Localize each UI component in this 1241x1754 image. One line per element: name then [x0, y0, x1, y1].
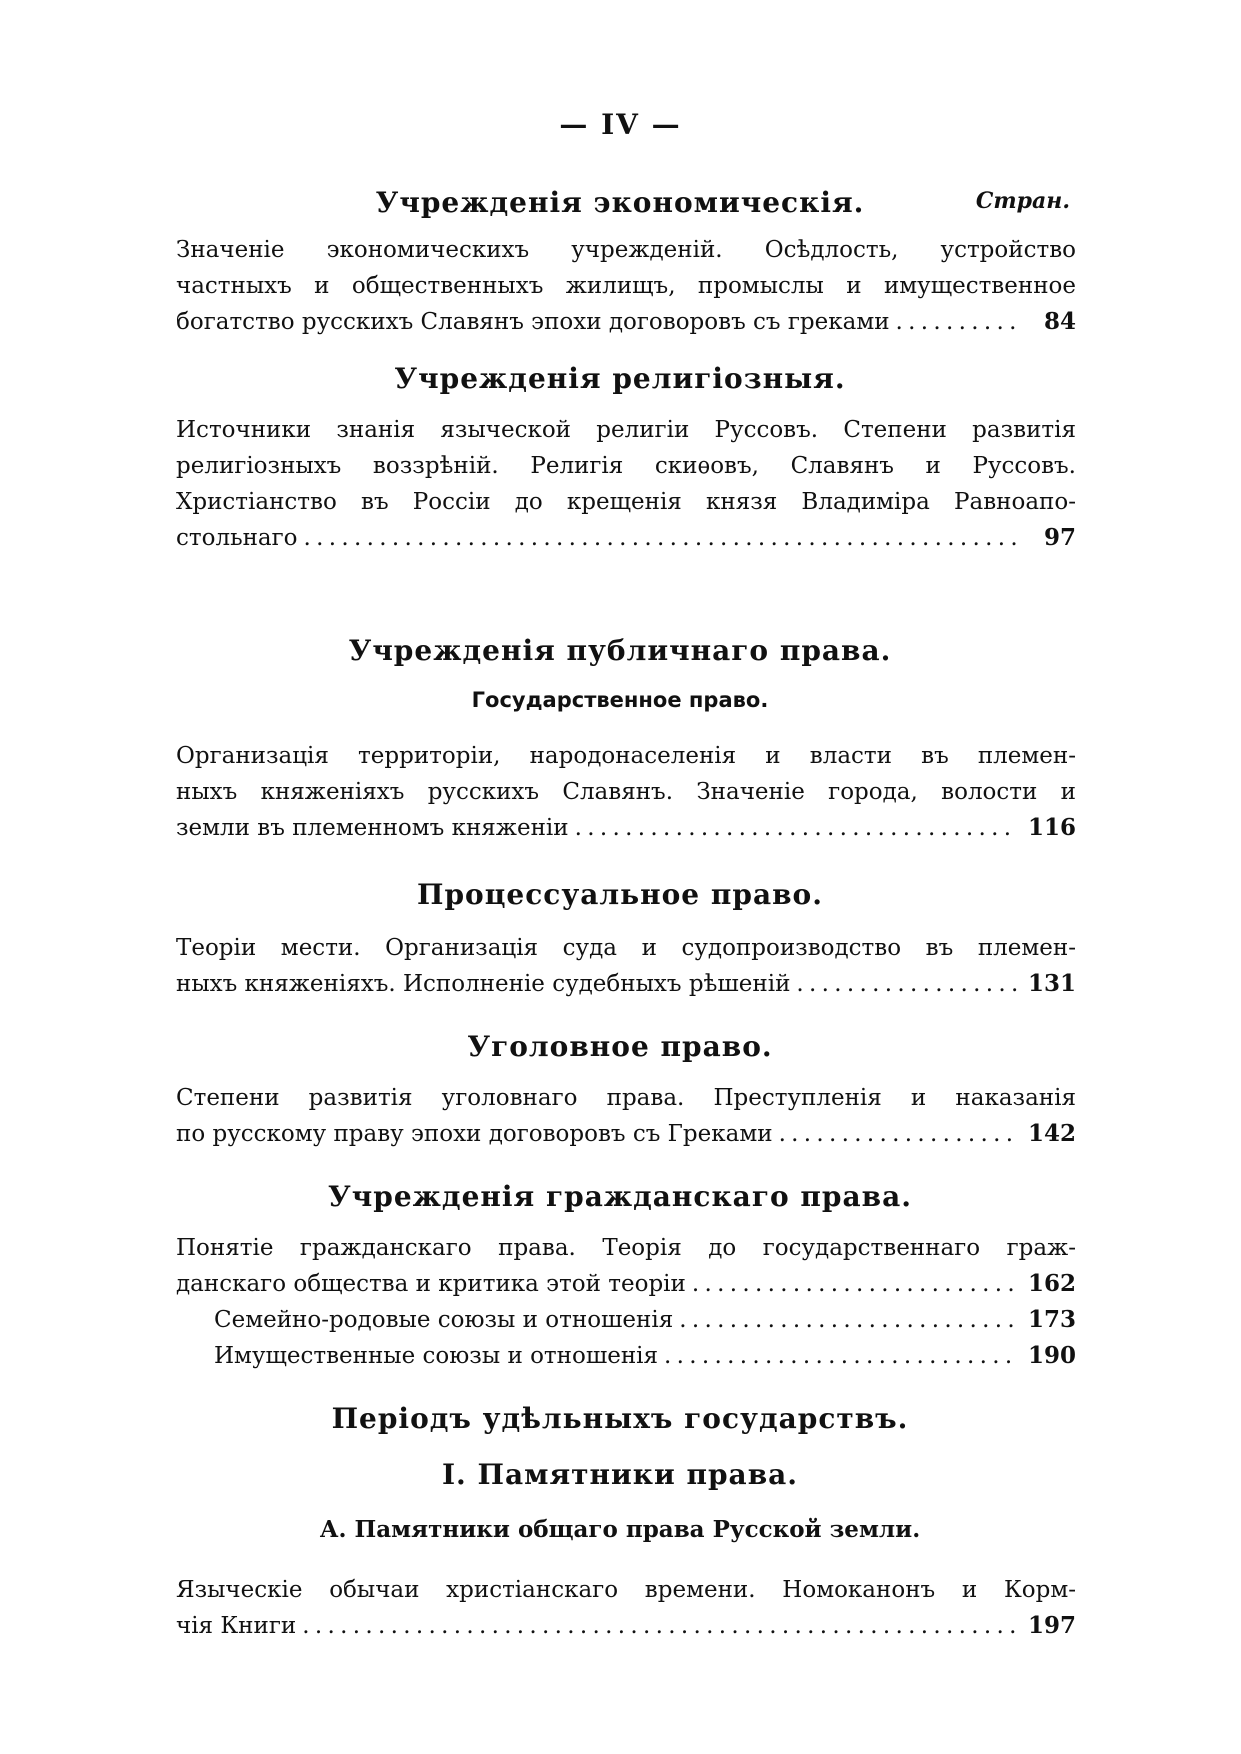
section-heading-appanage-period: Періодъ удѣльныхъ государствъ. [331, 1402, 909, 1435]
dot-leader [796, 966, 1018, 1002]
entry-line: Христіанство въ Россіи до крещенія князя Владиміра Равноапо- [176, 489, 1076, 515]
entry-line: Организація территоріи, народонаселенія и власти въ племен- [176, 743, 1076, 769]
entry-line: Теоріи мести. Организація суда и судопроизводство въ племен- [176, 935, 1076, 961]
dot-leader [896, 304, 1020, 340]
toc-entry-state-law[interactable] [176, 738, 1076, 846]
page-column-header: Стран. [975, 188, 1070, 214]
toc-entry-religious[interactable] [176, 412, 1076, 556]
toc-entry-civil-law[interactable] [176, 1230, 1076, 1374]
toc-entry-procedural-law[interactable] [176, 930, 1076, 1002]
page-ref: 97 [1043, 524, 1076, 551]
section-heading-economic: Учрежденія экономическія. [375, 186, 865, 219]
page-ref: 84 [1043, 308, 1076, 335]
entry-line: чія Книги [176, 1613, 297, 1639]
page-ref: 190 [1027, 1342, 1076, 1369]
section-heading-criminal-law: Уголовное право. [467, 1030, 773, 1063]
section-heading-public-law: Учрежденія публичнаго права. [348, 634, 892, 667]
section-heading-religious: Учрежденія религіозныя. [394, 362, 846, 395]
page-ref: 116 [1027, 814, 1076, 841]
dot-leader [304, 520, 1020, 556]
entry-line: Источники знанія языческой религіи Руссовъ. Степени развитія [176, 417, 1076, 443]
dot-leader [779, 1116, 1018, 1152]
entry-line: Семейно-родовые союзы и отношенія [214, 1307, 674, 1333]
entry-line: Значеніе экономическихъ учрежденій. Осѣдлость, устройство [176, 237, 1076, 263]
toc-entry-pagan-customs[interactable] [176, 1572, 1076, 1644]
subheading-law-monuments: I. Памятники права. [441, 1458, 799, 1491]
entry-line: земли въ племенномъ княженіи [176, 815, 569, 841]
page-number: — IV — [559, 108, 682, 141]
dot-leader [302, 1608, 1018, 1644]
dot-leader [692, 1266, 1018, 1302]
dot-leader [575, 810, 1018, 846]
dot-leader [679, 1302, 1018, 1338]
entry-line: данскаго общества и критика этой теоріи [176, 1271, 686, 1297]
toc-entry-economic[interactable] [176, 232, 1076, 340]
entry-line: ныхъ княженіяхъ русскихъ Славянъ. Значеніе города, волости и [176, 779, 1076, 805]
section-heading-procedural-law: Процессуальное право. [417, 878, 823, 911]
page-ref: 131 [1027, 970, 1076, 997]
entry-line: стольнаго [176, 525, 298, 551]
entry-line: Имущественные союзы и отношенія [214, 1343, 659, 1369]
toc-subentry-property-unions[interactable] [176, 1338, 1076, 1374]
page-ref: 162 [1027, 1270, 1076, 1297]
entry-line: ныхъ княженіяхъ. Исполненіе судебныхъ рѣшеній [176, 971, 791, 997]
entry-line: по русскому праву эпохи договоровъ съ Греками [176, 1121, 773, 1147]
page-ref: 197 [1027, 1612, 1076, 1639]
section-heading-civil-law: Учрежденія гражданскаго права. [328, 1180, 912, 1213]
entry-line: Языческіе обычаи христіанскаго времени. Номоканонъ и Корм- [176, 1577, 1076, 1603]
page-ref: 173 [1027, 1306, 1076, 1333]
entry-line: Понятіе гражданскаго права. Теорія до государственнаго граж- [176, 1235, 1076, 1261]
page-ref: 142 [1027, 1120, 1076, 1147]
entry-line: частныхъ и общественныхъ жилищъ, промыслы и имущественное [176, 273, 1076, 299]
toc-entry-criminal-law[interactable] [176, 1080, 1076, 1152]
dot-leader [664, 1338, 1018, 1374]
entry-line: богатство русскихъ Славянъ эпохи договоровъ съ греками [176, 309, 890, 335]
subheading-state-law: Государственное право. [471, 688, 769, 712]
entry-line: религіозныхъ воззрѣній. Религія скиѳовъ, Славянъ и Руссовъ. [176, 453, 1076, 479]
entry-line: Степени развитія уголовнаго права. Преступленія и наказанія [176, 1085, 1076, 1111]
toc-subentry-family-unions[interactable] [176, 1302, 1076, 1338]
subheading-common-law-monuments: А. Памятники общаго права Русской земли. [319, 1516, 921, 1543]
